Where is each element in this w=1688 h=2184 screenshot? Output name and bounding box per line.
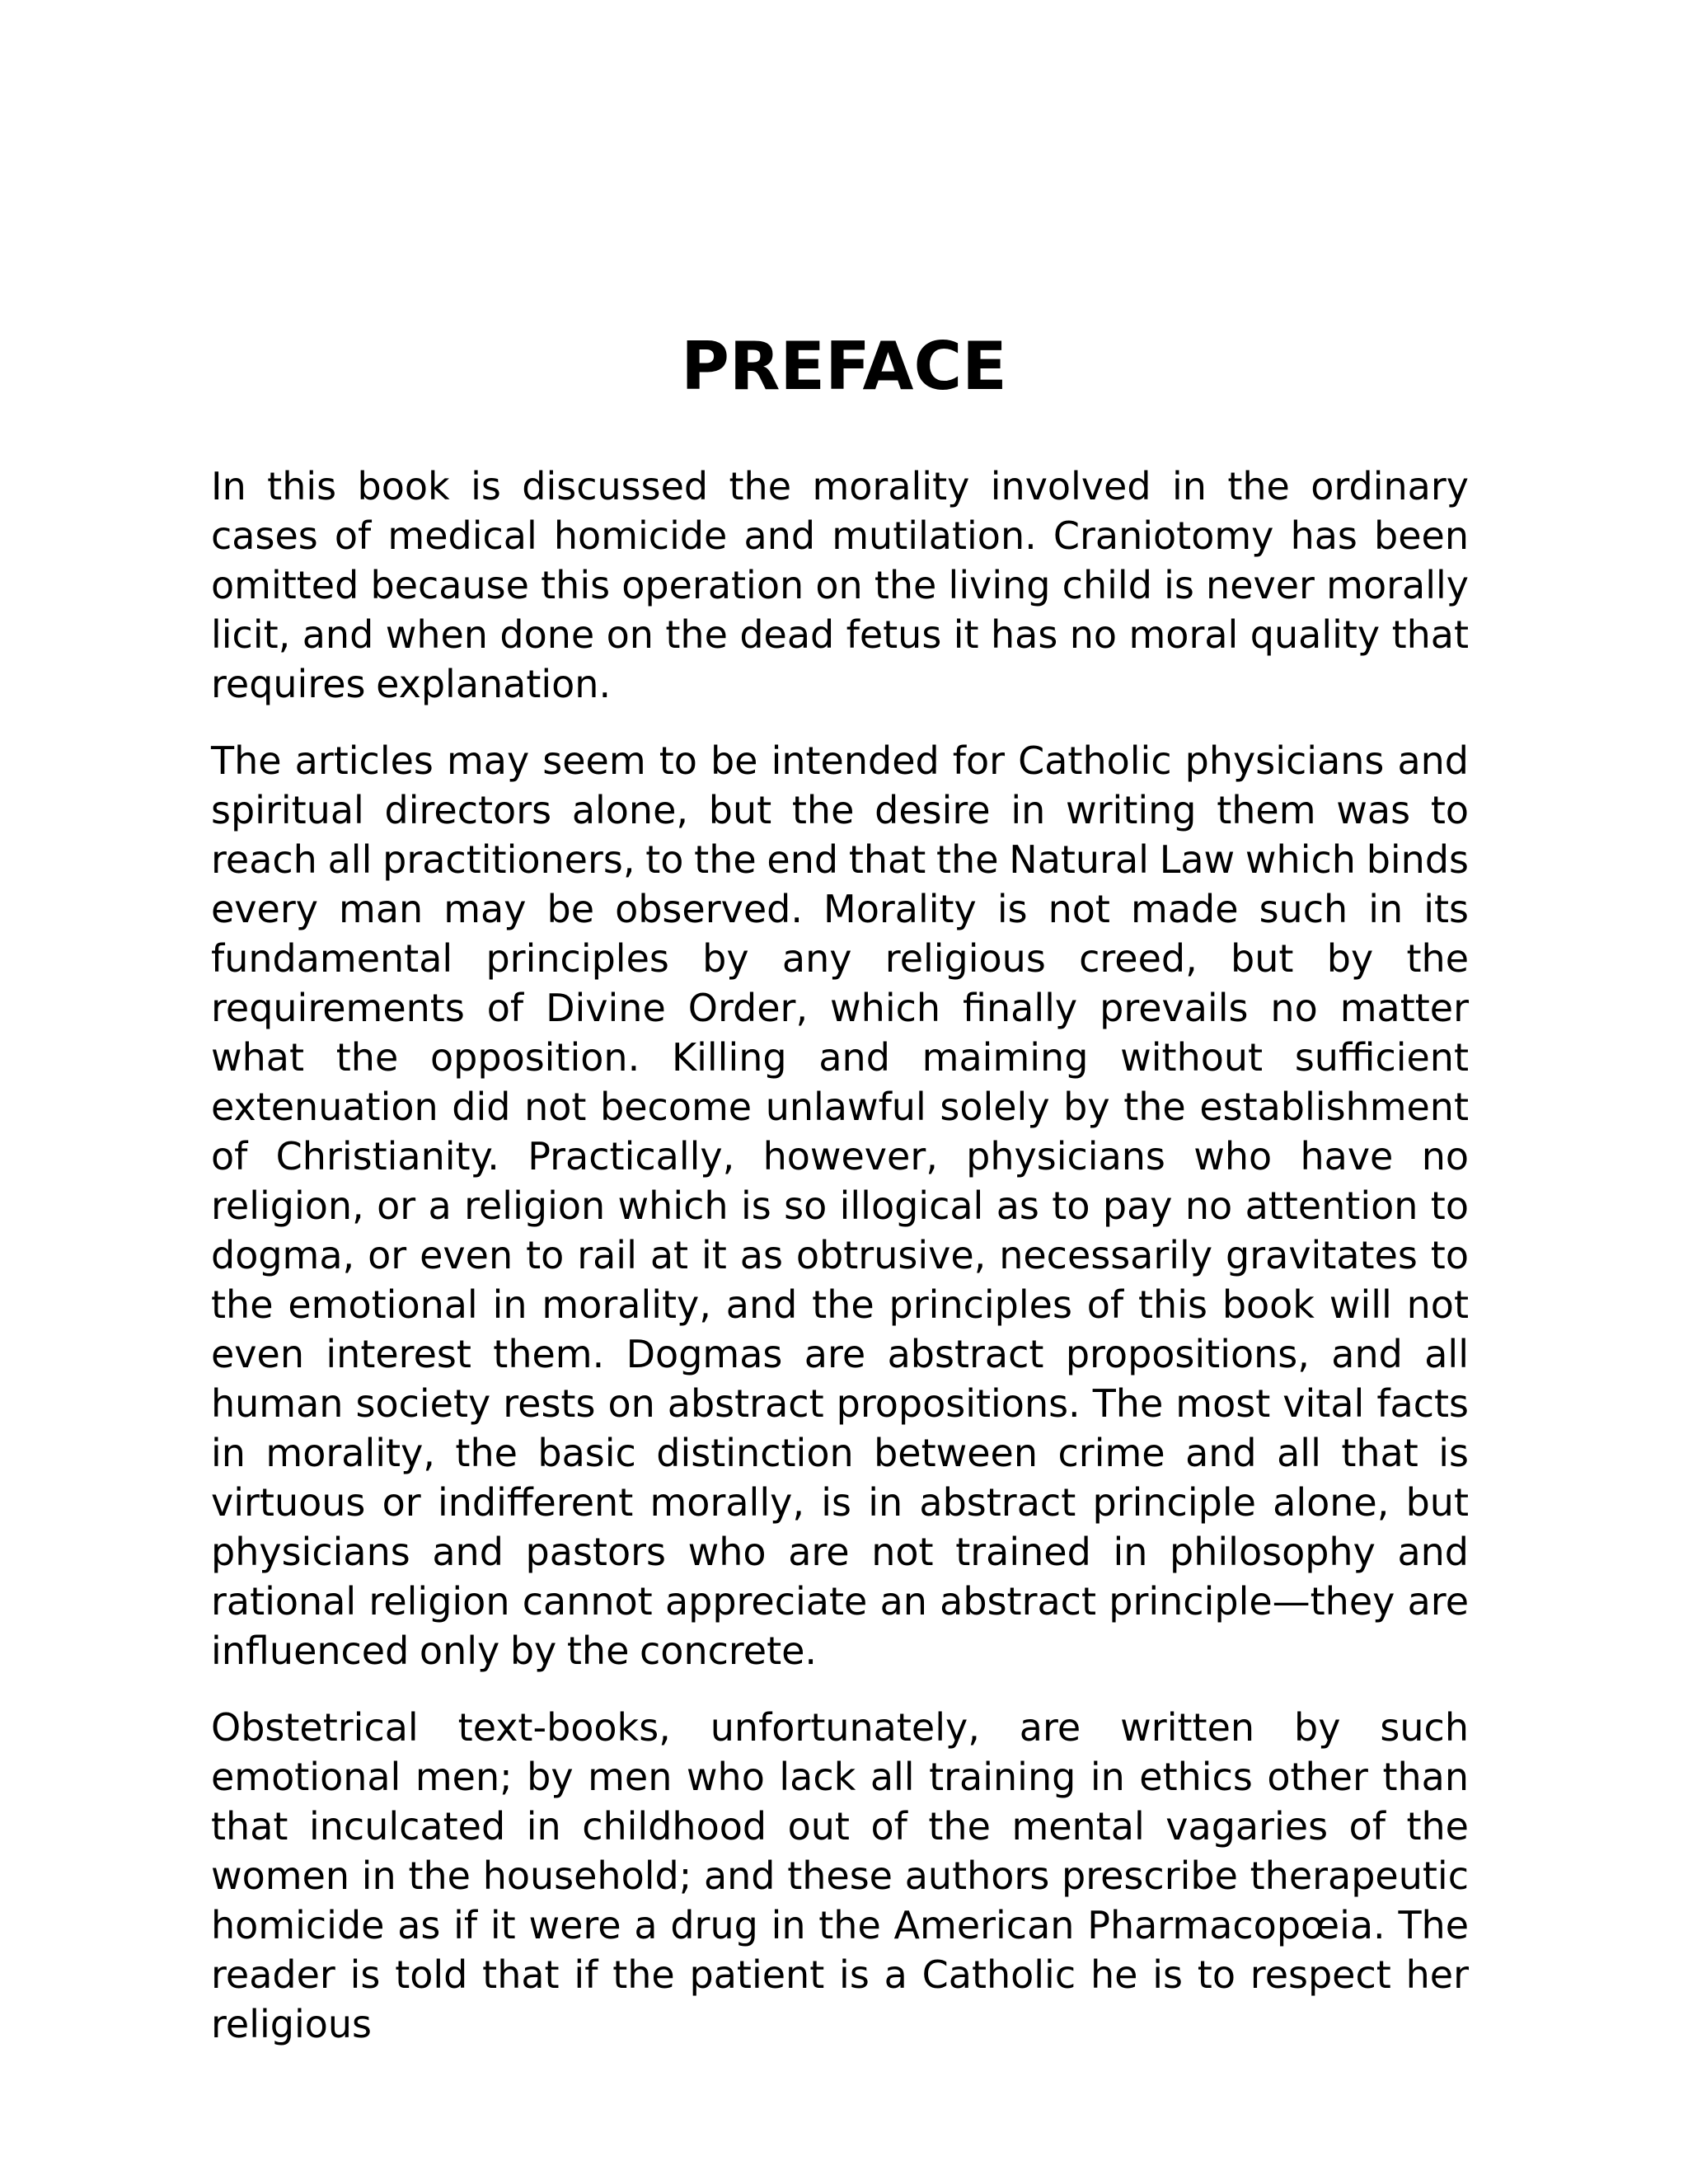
page-title: PREFACE <box>681 328 1007 405</box>
paragraph-2: The articles may seem to be intended for Catholic physicians and spiritual directors alone, but the desire in writing them was to reach all practitioners, to the end that the Natural Law which binds every man may be observed. Morality is not made such in its fundamental principles by any religious creed, but by the requirements of Divine Order, which finally prevails no matter what the opposition. Killing and maiming without sufficient extenuation did not become unlawful solely by the establishment of Christianity. Practically, however, physicians who have no religion, or a religion which is so illogical as to pay no attention to dogma, or even to rail at it as obtrusive, necessarily gravitates to the emotional in morality, and the principles of this book will not even interest them. Dogmas are abstract propositions, and all human society rests on abstract propositions. The most vital facts in morality, the basic distinction between crime and all that is virtuous or indifferent morally, is in abstract principle alone, but physicians and pastors who are not trained in philosophy and rational religion cannot appreciate an abstract principle—they are influenced only by the concrete. <box>211 738 1469 1673</box>
paragraph-1: In this book is discussed the morality involved in the ordinary cases of medical homicide and mutilation. Craniotomy has been omitted because this operation on the living child is never morally licit, and when done on the dead fetus it has no moral quality that requires explanation. <box>211 464 1469 706</box>
paragraph-3: Obstetrical text-books, unfortunately, are written by such emotional men; by men who lack all training in ethics other than that inculcated in childhood out of the mental vagaries of the women in the household; and these authors prescribe therapeutic homicide as if it were a drug in the American Pharmacopœia. The reader is told that if the patient is a Catholic he is to respect her religious <box>211 1705 1469 2046</box>
preface-body <box>211 462 1469 2076</box>
